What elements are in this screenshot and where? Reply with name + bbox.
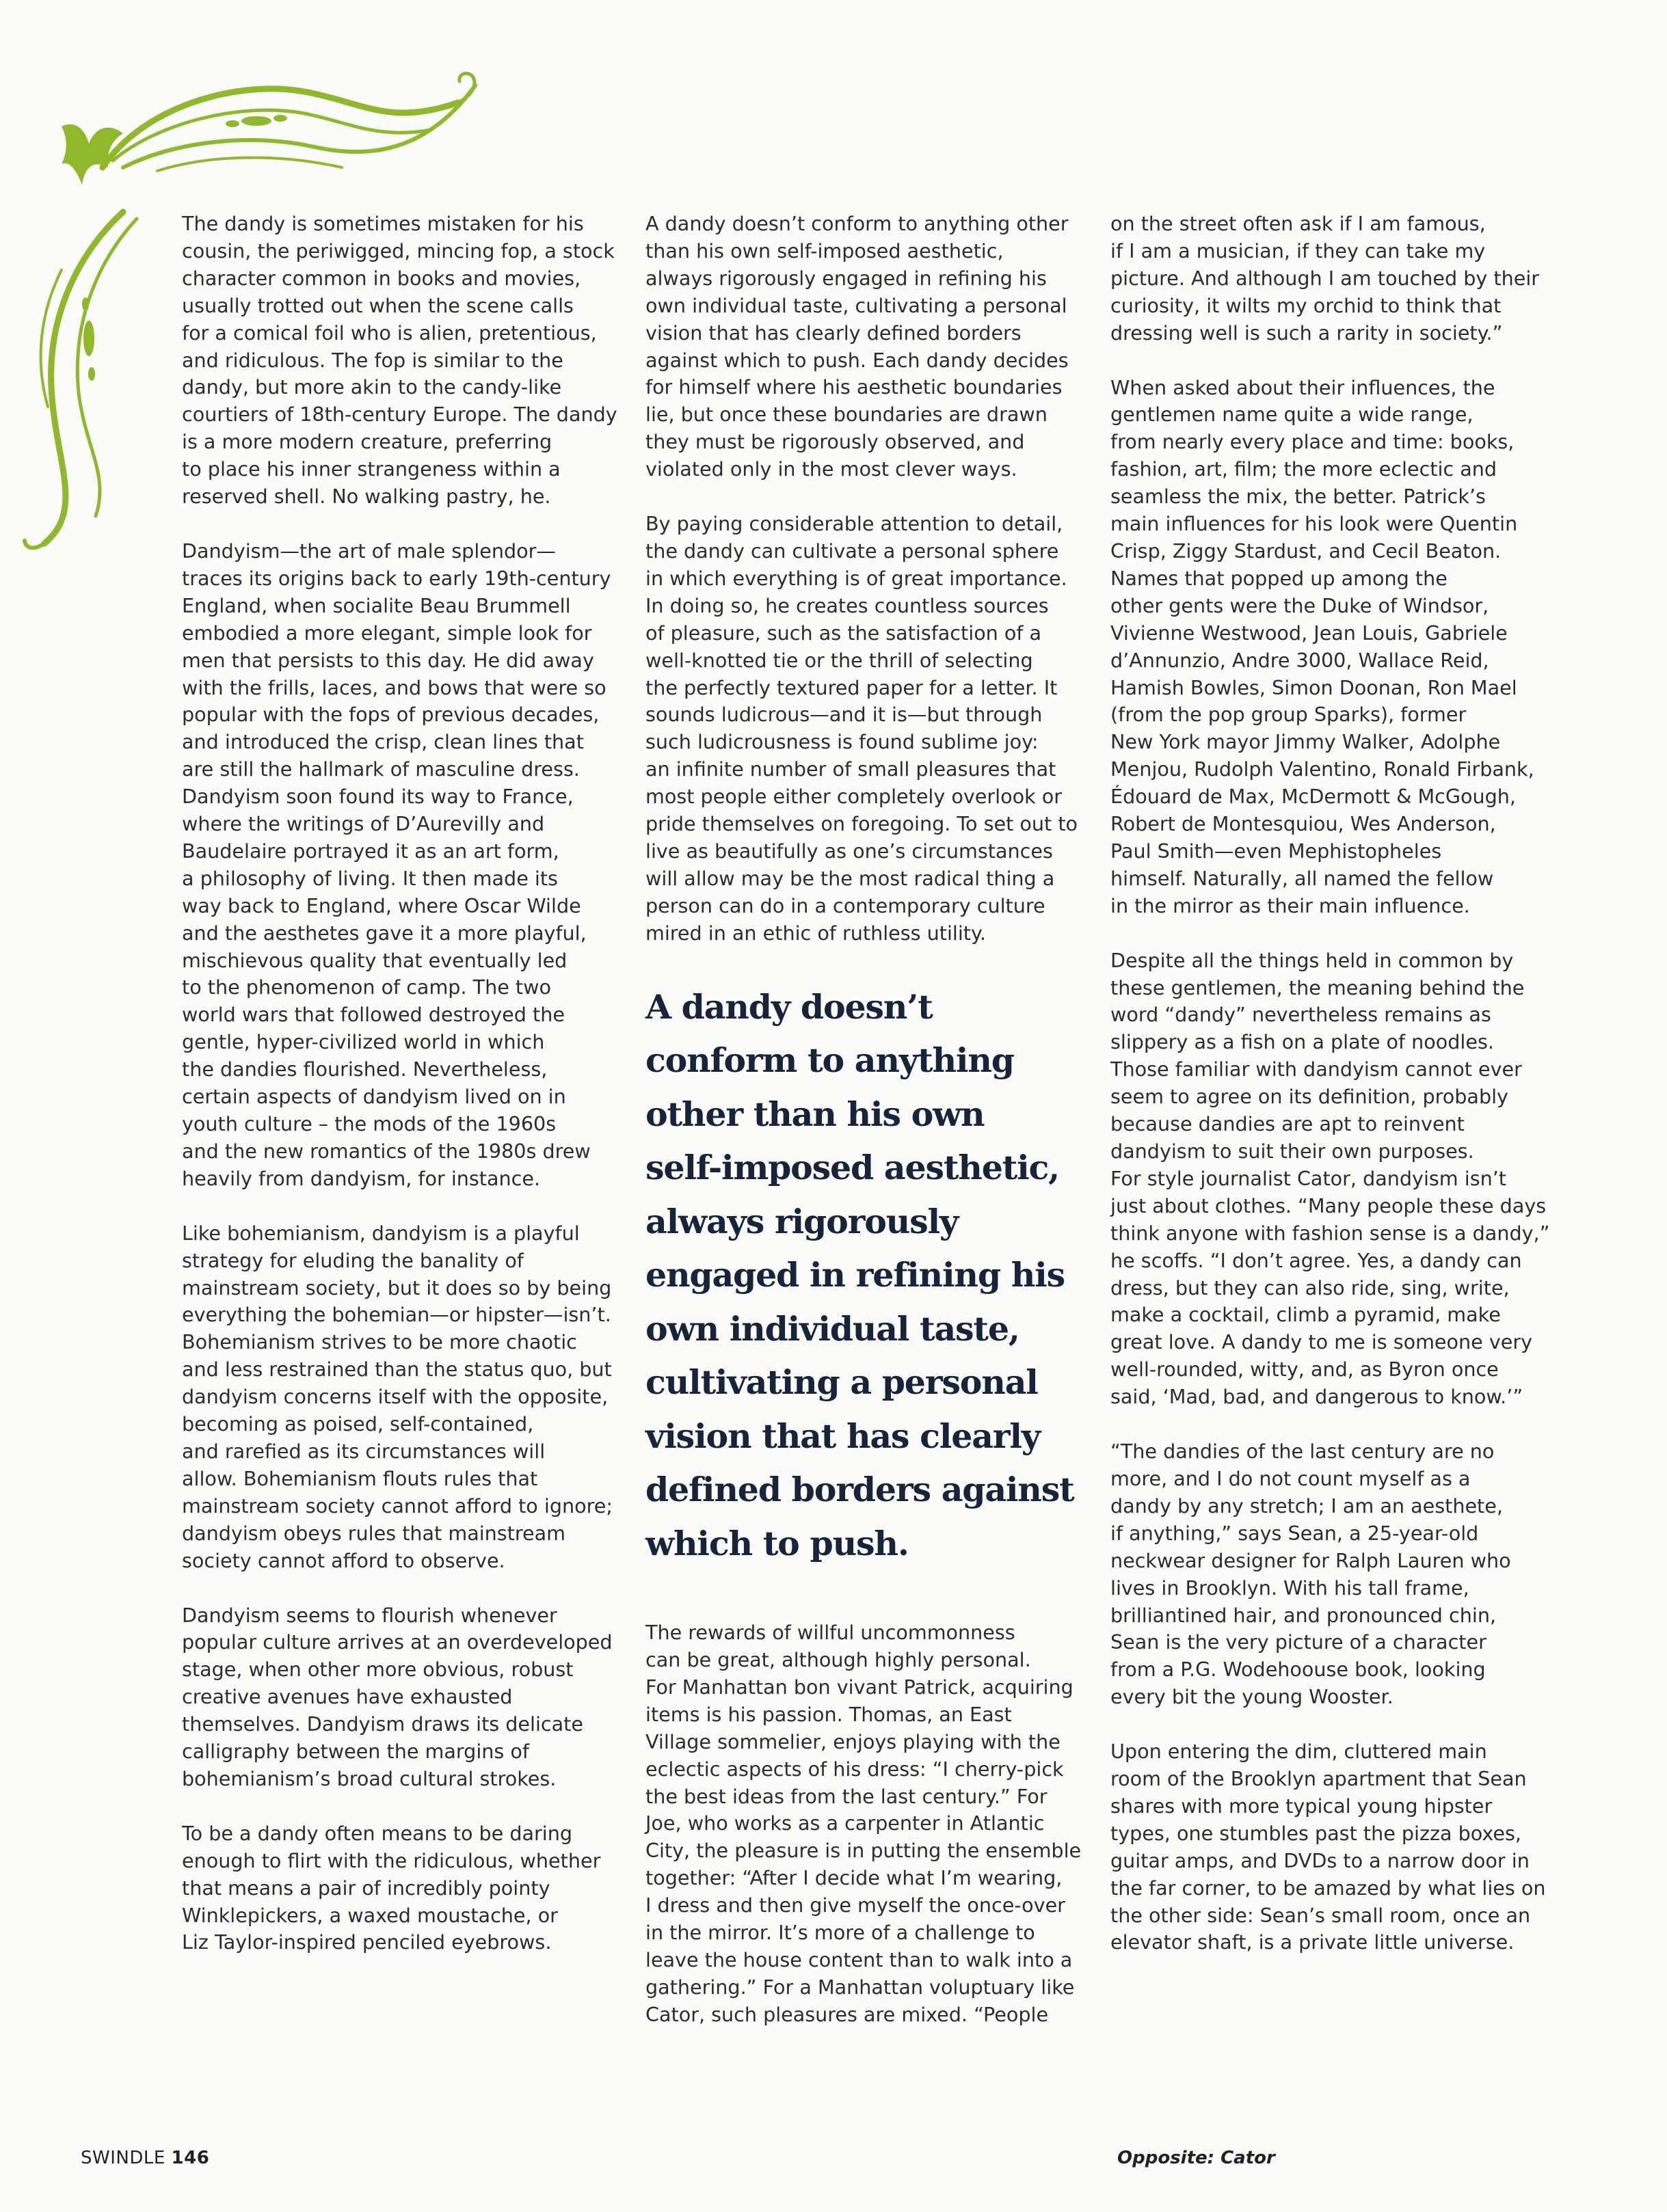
- column-2: [645, 211, 1097, 2056]
- photo-caption: Opposite: Cator: [1117, 2148, 1275, 2168]
- paragraph: When asked about their influences, the gentlemen name quite a wide range, from nearly every place and time: books, fashion, art, film; the more eclectic and seamless the mix, the better. Patrick’s main influences for his look were Quentin Crisp, Ziggy Stardust, and Cecil Beaton. Names that popped up among the other gents were the Duke of Windsor, Vivienne Westwood, Jean Louis, Gabriele d’Annunzio, Andre 3000, Wallace Reid, Hamish Bowles, Simon Doonan, Ron Mael (from the pop group Sparks), former New York mayor Jimmy Walker, Adolphe Menjou, Rudolph Valentino, Ronald Firbank, Édouard de Max, McDermott & McGough, Robert de Montesquiou, Wes Anderson, Paul Smith—even Mephistopheles himself. Naturally, all named the fellow in the mirror as their main influence.: [1110, 375, 1534, 917]
- magazine-name: SWINDLE: [81, 2148, 165, 2168]
- paragraph: “The dandies of the last century are no more, and I do not count myself as a dandy by any stretch; I am an aesthete, if anything,” says Sean, a 25-year-old neckwear designer for Ralph Lauren who lives in Brooklyn. With his tall frame, brilliantined hair, and pronounced chin, Sean is the very picture of a character from a P.G. Wodehoouse book, looking every bit the young Wooster.: [1110, 1440, 1511, 1709]
- paragraph: Dandyism—the art of male splendor— traces its origins back to early 19th-century England, when socialite Beau Brummell embodied a more elegant, simple look for men that persists to this day. He did away with the frills, laces, and bows that were so popular with the fops of previous decades, and introduced the crisp, clean lines that are still the hallmark of masculine dress. Dandyism soon found its way to France, where the writings of D’Aurevilly and Baudelaire portrayed it as an art form, a philosophy of living. It then made its way back to England, where Oscar Wilde and the aesthetes gave it a more playful, mischievous quality that eventually led to the phenomenon of camp. The two world wars that followed destroyed the gentle, hyper-civilized world in which the dandies flourished. Nevertheless, certain aspects of dandyism lived on in youth culture – the mods of the 1960s and the new romantics of the 1980s drew heavily from dandyism, for instance.: [182, 539, 611, 1190]
- column-1: [182, 211, 633, 1984]
- column-3: [1110, 211, 1562, 1984]
- pull-quote: A dandy doesn’t conform to anything other than his own self-imposed aesthetic, always rigorously engaged in refining his own individual taste, cultivating a personal vision that has clearly defined borders against which to push.: [645, 986, 1074, 1563]
- paragraph: Like bohemianism, dandyism is a playful strategy for eluding the banality of mainstream society, but it does so by being everything the bohemian—or hipster—isn’t. Bohemianism strives to be more chaotic and less restrained than the status quo, but dandyism concerns itself with the opposite, becoming as poised, self-contained, and rarefied as its circumstances will allow. Bohemianism flouts rules that mainstream society cannot afford to ignore; dandyism obeys rules that mainstream society cannot afford to observe.: [182, 1221, 613, 1572]
- paragraph: By paying considerable attention to detail, the dandy can cultivate a personal sphere in which everything is of great importance. In doing so, he creates countless sources of pleasure, such as the satisfaction of a well-knotted tie or the thrill of selecting the perfectly textured paper for a letter. It sounds ludicrous—and it is—but through such ludicrousness is found sublime joy: an infinite number of small pleasures that most people either completely overlook or pride themselves on foregoing. To set out to live as beautifully as one’s circumstances will allow may be the most radical thing a person can do in a contemporary culture mired in an ethic of ruthless utility.: [645, 512, 1078, 945]
- paragraph: The rewards of willful uncommonness can be great, although highly personal. For Manhattan bon vivant Patrick, acquiring items is his passion. Thomas, an East Village sommelier, enjoys playing with the eclectic aspects of his dress: “I cherry-pick the best ideas from the last century.” For Joe, who works as a carpenter in Atlantic City, the pleasure is in putting the ensemble together: “After I decide what I’m wearing, I dress and then give myself the once-over in the mirror. It’s more of a challenge to leave the house content than to walk into a gathering.” For a Manhattan voluptuary like Cator, such pleasures are mixed. “People: [645, 1621, 1082, 2026]
- paragraph: Despite all the things held in common by these gentlemen, the meaning behind the word “dandy” nevertheless remains as slippery as a fish on a plate of noodles. Those familiar with dandyism cannot ever seem to agree on its definition, probably because dandies are apt to reinvent dandyism to suit their own purposes. For style journalist Cator, dandyism isn’t just about clothes. “Many people these days think anyone with fashion sense is a dandy,” he scoffs. “I don’t agree. Yes, a dandy can dress, but they can also ride, sing, write, make a cocktail, climb a pyramid, make great love. A dandy to me is someone very well-rounded, witty, and, as Byron once said, ‘Mad, bad, and dangerous to know.’”: [1110, 948, 1550, 1409]
- folio: [81, 2148, 209, 2168]
- page-number: 146: [171, 2148, 210, 2168]
- paragraph: on the street often ask if I am famous, if I am a musician, if they can take my picture. And although I am touched by their curiosity, it wilts my orchid to think that dressing well is such a rarity in society.”: [1110, 212, 1540, 345]
- paragraph: To be a dandy often means to be daring enough to flirt with the ridiculous, whether that means a pair of incredibly pointy Winklepickers, a waxed moustache, or Liz Taylor-inspired penciled eyebrows.: [182, 1821, 601, 1954]
- paragraph: Upon entering the dim, cluttered main room of the Brooklyn apartment that Sean shares with more typical young hipster types, one stumbles past the pizza boxes, guitar amps, and DVDs to a narrow door in the far corner, to be amazed by what lies on the other side: Sean’s small room, once an elevator shaft, is a private little universe.: [1110, 1740, 1546, 1954]
- paragraph: The dandy is sometimes mistaken for his cousin, the periwigged, mincing fop, a stock character common in books and movies, usually trotted out when the scene calls for a comical foil who is alien, pretentious, and ridiculous. The fop is similar to the dandy, but more akin to the candy-like courtiers of 18th-century Europe. The dandy is a more modern creature, preferring to place his inner strangeness within a reserved shell. No walking pastry, he.: [182, 212, 617, 509]
- paragraph: A dandy doesn’t conform to anything other than his own self-imposed aesthetic, always rigorously engaged in refining his own individual taste, cultivating a personal vision that has clearly defined borders against which to push. Each dandy decides for himself where his aesthetic boundaries lie, but once these boundaries are drawn they must be rigorously observed, and violated only in the most clever ways.: [645, 212, 1069, 481]
- paragraph: Dandyism seems to flourish whenever popular culture arrives at an overdeveloped stage, when other more obvious, robust creative avenues have exhausted themselves. Dandyism draws its delicate calligraphy between the margins of bohemianism’s broad cultural strokes.: [182, 1603, 613, 1790]
